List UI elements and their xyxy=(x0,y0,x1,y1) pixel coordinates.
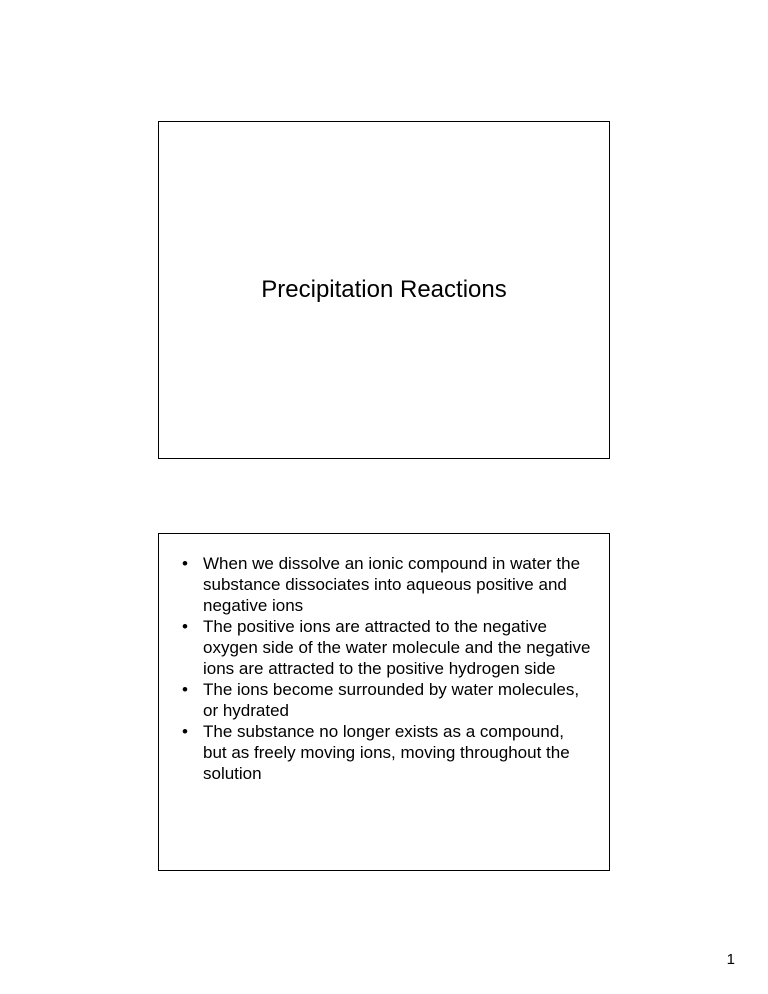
bullet-text: The substance no longer exists as a compound, but as freely moving ions, moving throughout the solution xyxy=(203,722,570,783)
bullet-dot: • xyxy=(182,554,188,573)
bullet-item xyxy=(182,679,592,721)
bullet-item xyxy=(182,721,592,784)
bullet-dot: • xyxy=(182,617,188,636)
bullet-list xyxy=(182,553,592,784)
slide-2 xyxy=(158,533,610,871)
slide-1 xyxy=(158,121,610,459)
bullet-dot: • xyxy=(182,722,188,741)
bullet-text: The ions become surrounded by water molecules, or hydrated xyxy=(203,680,580,720)
bullet-item xyxy=(182,553,592,616)
bullet-text: When we dissolve an ionic compound in water the substance dissociates into aqueous positive and negative ions xyxy=(203,554,581,615)
slide-title: Precipitation Reactions xyxy=(261,276,507,303)
bullet-dot: • xyxy=(182,680,188,699)
page-number: 1 xyxy=(726,951,735,968)
bullet-text: The positive ions are attracted to the negative oxygen side of the water molecule and the negative ions are attracted to the positive hydrogen side xyxy=(203,617,591,678)
bullet-item xyxy=(182,616,592,679)
